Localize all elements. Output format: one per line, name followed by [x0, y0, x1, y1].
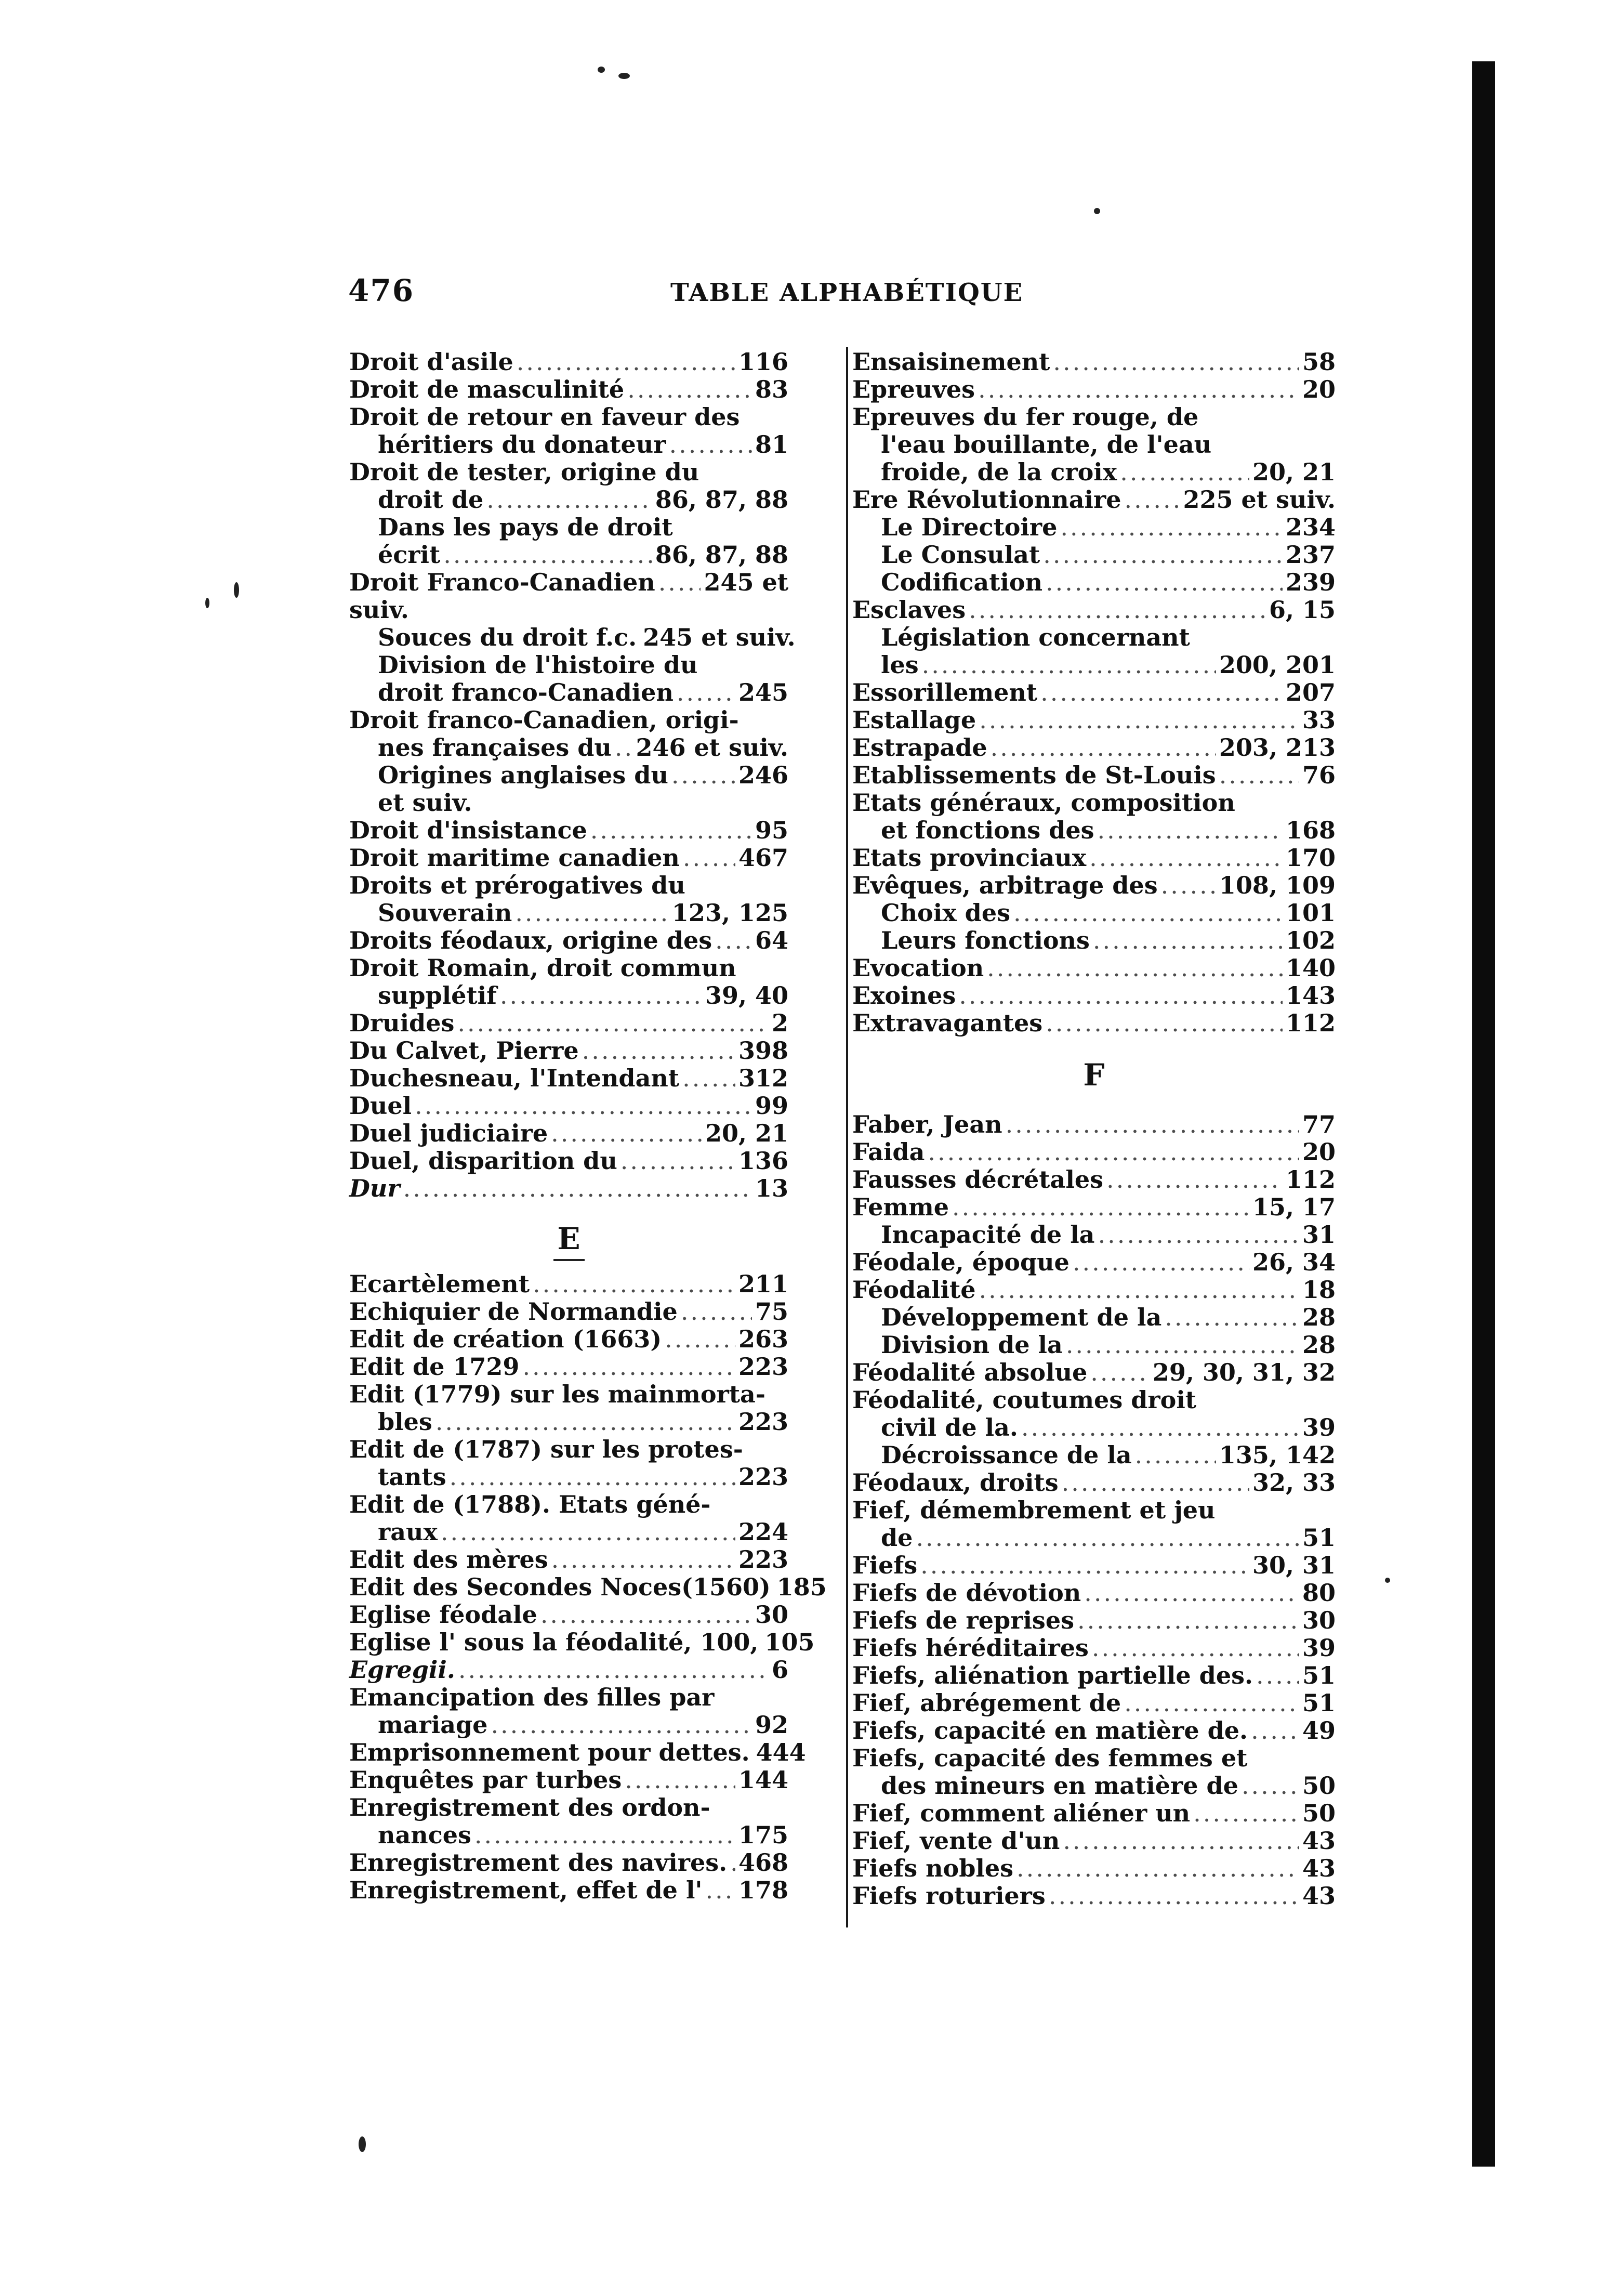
column-divider — [846, 347, 848, 1927]
index-entry: Edit des Secondes Noces(1560) 185 — [349, 1573, 827, 1601]
index-entry: Estallage ..... 33 — [852, 706, 1336, 734]
index-entry: Emancipation des filles par — [349, 1683, 715, 1711]
index-subentry: Dans les pays de droit — [378, 513, 673, 541]
index-subentry: Division de la ..... 28 — [852, 1331, 1336, 1359]
scan-speck — [1094, 208, 1100, 214]
index-entry: Emprisonnement pour dettes. 444 — [349, 1738, 806, 1766]
index-subentry-continuation: écrit ..... 86, 87, 88 — [349, 541, 788, 569]
index-entry: Fiefs, capacité en matière de. ..... 49 — [852, 1717, 1336, 1745]
index-entry: Ere Révolutionnaire ..... 225 et suiv. — [852, 486, 1336, 514]
index-entry-continuation: froide, de la croix ..... 20, 21 — [852, 458, 1336, 486]
scan-speck — [1385, 1578, 1390, 1583]
index-entry: Duel ..... 99 — [349, 1092, 788, 1120]
index-entry: Du Calvet, Pierre ..... 398 — [349, 1037, 788, 1065]
index-entry: Edit de 1729 ..... 223 — [349, 1353, 788, 1381]
index-entry: Fiefs roturiers ..... 43 — [852, 1882, 1336, 1910]
index-entry: Fiefs de reprises ..... 30 — [852, 1607, 1336, 1634]
index-entry: Edit de (1787) sur les protes- — [349, 1435, 743, 1463]
index-entry: Fief, démembrement et jeu — [852, 1496, 1216, 1524]
index-entry: Druides ..... 2 — [349, 1009, 788, 1037]
index-entry: Esclaves ..... 6, 15 — [852, 596, 1336, 624]
section-letter-f: F — [1083, 1057, 1105, 1093]
index-entry: Duchesneau, l'Intendant ..... 312 — [349, 1065, 788, 1092]
index-entry: Enregistrement des navires. ..... 468 — [349, 1849, 788, 1877]
index-entry: Faber, Jean ..... 77 — [852, 1111, 1336, 1138]
index-entry: Droits et prérogatives du — [349, 871, 685, 899]
index-subentry-continuation: et suiv. — [378, 789, 472, 817]
index-column-left — [349, 348, 827, 1904]
index-entry-continuation: héritiers du donateur ..... 81 — [349, 431, 788, 458]
index-entry-continuation: civil de la. ..... 39 — [852, 1414, 1336, 1441]
index-entry: Edit des mères ..... 223 — [349, 1546, 788, 1573]
index-entry: Enregistrement des ordon- — [349, 1793, 710, 1821]
index-entry: Droit Romain, droit commun — [349, 954, 736, 982]
index-entry-continuation: suiv. — [349, 596, 409, 624]
index-entry: Fiefs nobles ..... 43 — [852, 1855, 1336, 1882]
index-entry: Fief, vente d'un ..... 43 — [852, 1827, 1336, 1855]
index-entry: Droit Franco-Canadien ..... 245 et — [349, 569, 788, 596]
index-entry: Droit de retour en faveur des — [349, 403, 740, 431]
scan-speck — [234, 582, 239, 598]
index-entry: Fief, abrégement de ..... 51 — [852, 1689, 1336, 1717]
index-entry: Exoines ..... 143 — [852, 982, 1336, 1009]
index-entry: Echiquier de Normandie ..... 75 — [349, 1298, 788, 1326]
index-entry: Faida ..... 20 — [852, 1138, 1336, 1166]
index-subentry: Décroissance de la ..... 135, 142 — [852, 1441, 1336, 1469]
index-entry: Epreuves du fer rouge, de — [852, 403, 1199, 431]
scan-speck — [359, 2136, 366, 2152]
index-entry-continuation: l'eau bouillante, de l'eau — [881, 430, 1212, 458]
index-entry: Egregii. ..... 6 — [349, 1656, 788, 1684]
index-entry: Fiefs de dévotion ..... 80 — [852, 1579, 1336, 1607]
scan-speck — [598, 67, 605, 73]
index-subentry-continuation: droit franco-Canadien ..... 245 — [349, 679, 788, 706]
index-subentry: Origines anglaises du ..... 246 — [349, 762, 788, 789]
section-dash — [553, 1259, 585, 1261]
index-entry-continuation: et fonctions des ..... 168 — [852, 817, 1336, 844]
index-entry: Droits féodaux, origine des ..... 64 — [349, 927, 788, 954]
index-subentry: Division de l'histoire du — [378, 651, 698, 679]
index-entry-continuation: de ..... 51 — [852, 1524, 1336, 1552]
index-entry: Fiefs, aliénation partielle des. ..... 51 — [852, 1662, 1336, 1689]
index-entry: Enquêtes par turbes ..... 144 — [349, 1766, 788, 1794]
index-entry: Duel, disparition du ..... 136 — [349, 1147, 788, 1175]
index-entry: Droit d'insistance ..... 95 — [349, 817, 788, 844]
index-entry: Edit (1779) sur les mainmorta- — [349, 1380, 765, 1408]
index-entry: Etats généraux, composition — [852, 789, 1235, 817]
running-title: TABLE ALPHABÉTIQUE — [670, 278, 1024, 307]
index-entry: Ecartèlement ..... 211 — [349, 1270, 788, 1298]
index-entry-continuation: droit de ..... 86, 87, 88 — [349, 486, 788, 514]
index-subentry: Leurs fonctions ..... 102 — [852, 927, 1336, 954]
index-entry: Femme ..... 15, 17 — [852, 1193, 1336, 1221]
index-entry: Estrapade ..... 203, 213 — [852, 734, 1336, 762]
index-column-right — [852, 348, 1336, 1910]
index-entry: Edit de (1788). Etats géné- — [349, 1490, 711, 1518]
index-entry: Enregistrement, effet de l' ..... 178 — [349, 1877, 788, 1904]
index-subentry: Le Consulat ..... 237 — [852, 541, 1336, 569]
index-subentry: Souces du droit f.c. 245 et suiv. — [378, 623, 796, 651]
index-entry: Eglise féodale ..... 30 — [349, 1601, 788, 1629]
index-entry-continuation: nances ..... 175 — [349, 1821, 788, 1849]
index-entry: Edit de création (1663) ..... 263 — [349, 1326, 788, 1353]
index-entry: Fiefs ..... 30, 31 — [852, 1552, 1336, 1579]
index-entry: Féodalité, coutumes droit — [852, 1386, 1197, 1414]
index-entry-continuation: bles ..... 223 — [349, 1408, 788, 1436]
index-entry: Droit d'asile ..... 116 — [349, 348, 788, 376]
index-subentry-continuation: les ..... 200, 201 — [852, 651, 1336, 679]
binding-edge — [1472, 61, 1495, 2167]
index-entry: Féodale, époque ..... 26, 34 — [852, 1249, 1336, 1276]
index-entry-continuation: des mineurs en matière de ..... 50 — [852, 1772, 1336, 1800]
index-entry: Féodalité ..... 18 — [852, 1276, 1336, 1304]
index-subentry: Législation concernant — [881, 623, 1190, 651]
index-entry: Droit franco-Canadien, origi- — [349, 706, 739, 734]
index-entry: Ensaisinement ..... 58 — [852, 348, 1336, 376]
index-entry: Essorillement ..... 207 — [852, 679, 1336, 706]
index-entry: Féodaux, droits ..... 32, 33 — [852, 1469, 1336, 1497]
page-number: 476 — [348, 273, 415, 308]
index-entry-continuation: raux ..... 224 — [349, 1518, 788, 1546]
index-entry: Droit de tester, origine du — [349, 458, 699, 486]
index-subentry: Choix des ..... 101 — [852, 899, 1336, 927]
scan-speck — [618, 73, 630, 79]
index-subentry: Codification ..... 239 — [852, 569, 1336, 596]
index-entry: Duel judiciaire ..... 20, 21 — [349, 1120, 788, 1147]
index-subentry: Incapacité de la ..... 31 — [852, 1221, 1336, 1249]
index-entry: Epreuves ..... 20 — [852, 376, 1336, 403]
index-entry: Evêques, arbitrage des ..... 108, 109 — [852, 872, 1336, 899]
index-entry-continuation: Souverain ..... 123, 125 — [349, 899, 788, 927]
index-subentry: Développement de la ..... 28 — [852, 1304, 1336, 1331]
index-entry: Extravagantes ..... 112 — [852, 1009, 1336, 1037]
index-entry: Eglise l' sous la féodalité, 100, 105 — [349, 1628, 815, 1656]
index-entry: Fief, comment aliéner un ..... 50 — [852, 1800, 1336, 1827]
index-entry: Evocation ..... 140 — [852, 954, 1336, 982]
index-entry: Féodalité absolue ..... 29, 30, 31, 32 — [852, 1359, 1336, 1386]
index-entry: Fiefs, capacité des femmes et — [852, 1744, 1248, 1772]
index-entry: Droit de masculinité ..... 83 — [349, 376, 788, 403]
scan-speck — [205, 598, 209, 608]
index-entry-continuation: mariage ..... 92 — [349, 1711, 788, 1739]
index-entry-continuation: supplétif ..... 39, 40 — [349, 982, 788, 1009]
section-letter-e: E — [557, 1221, 580, 1256]
index-entry-continuation: nes françaises du ..... 246 et suiv. — [349, 734, 788, 762]
index-entry: Droit maritime canadien ..... 467 — [349, 844, 788, 872]
index-entry: Etats provinciaux ..... 170 — [852, 844, 1336, 872]
index-entry-continuation: tants ..... 223 — [349, 1463, 788, 1491]
index-subentry: Le Directoire ..... 234 — [852, 514, 1336, 541]
index-entry: Etablissements de St-Louis ..... 76 — [852, 762, 1336, 789]
index-entry: Fiefs héréditaires ..... 39 — [852, 1634, 1336, 1662]
index-entry: Dur ..... 13 — [349, 1175, 788, 1202]
index-entry: Fausses décrétales ..... 112 — [852, 1166, 1336, 1193]
